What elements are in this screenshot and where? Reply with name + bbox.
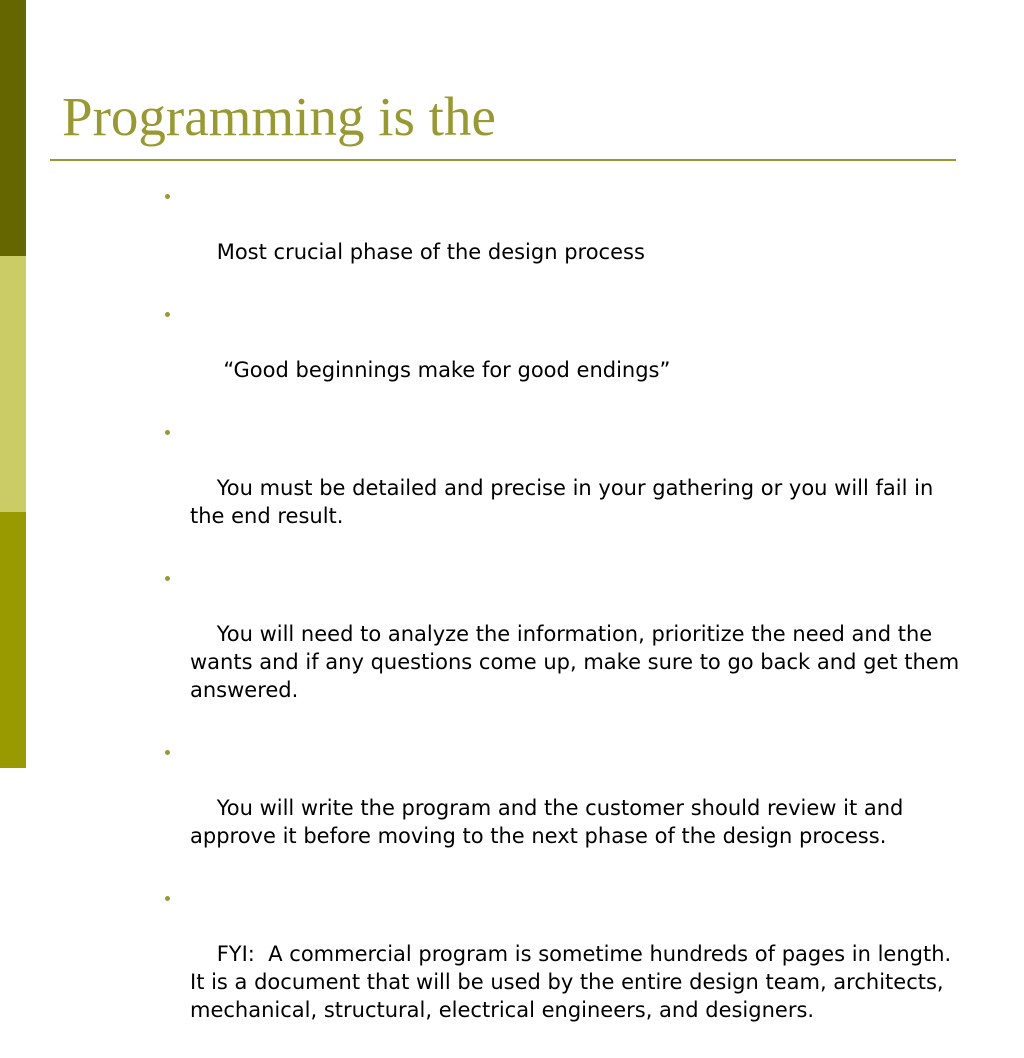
slide-title: Programming is the [62,86,496,147]
bullet-text: Most crucial phase of the design process [216,240,645,264]
bullet-dot-icon [165,576,170,581]
bullet-dot-icon [165,430,170,435]
bullet-item-1 [163,182,968,294]
bullet-dot-icon [165,194,170,199]
bullet-text: “Good beginnings make for good endings” [216,358,671,382]
bullet-item-6 [163,884,968,1052]
title-underline [50,159,956,161]
bullet-dot-icon [165,896,170,901]
bullet-text: You must be detailed and precise in your gathering or you will fail in the end result. [190,476,940,528]
bullet-item-2 [163,300,968,412]
bullet-text: You will write the program and the customer should review it and approve it before moving to the next phase of the design process. [190,796,911,848]
bullet-dot-icon [165,750,170,755]
bullet-text: You will need to analyze the information, prioritize the need and the wants and if any questions come up, make sure to go back and get them answered. [190,622,966,702]
side-strip-bottom [0,512,26,768]
bullet-dot-icon [165,312,170,317]
bullet-item-3 [163,418,968,558]
bullet-item-4 [163,564,968,732]
side-strip-middle [0,256,26,512]
side-strip-top [0,0,26,256]
bullet-item-5 [163,738,968,878]
bullet-list [163,182,968,1058]
bullet-text: FYI: A commercial program is sometime hundreds of pages in length. It is a document that will be used by the entire design team, architects, mechanical, structural, electrical engineers, and designers. [190,942,965,1022]
